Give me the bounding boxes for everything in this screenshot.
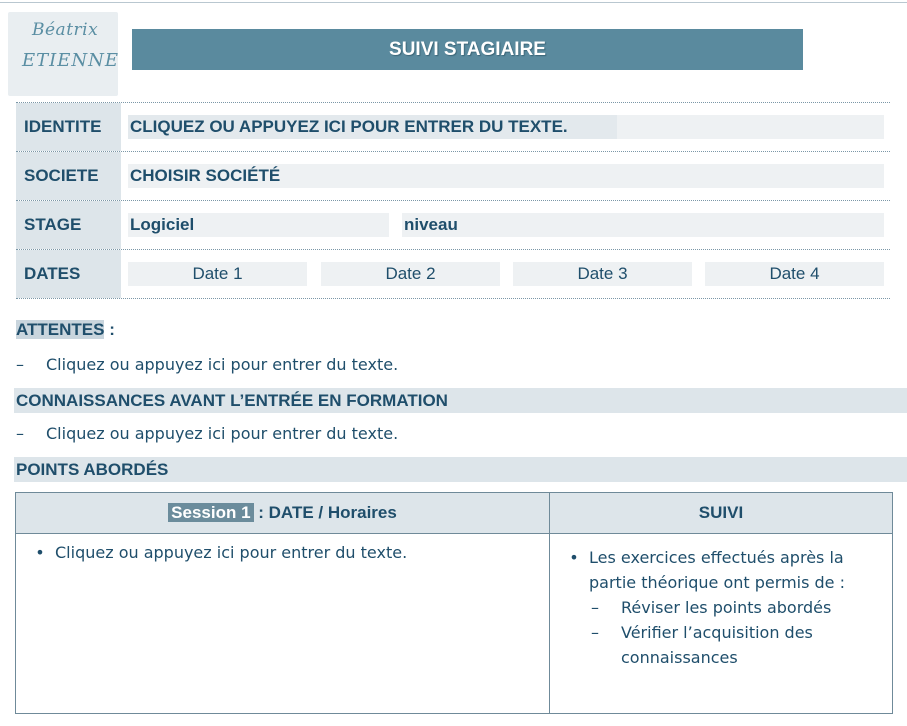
connaissances-item[interactable] <box>16 424 398 443</box>
bullet-marker: • <box>569 548 579 567</box>
session-table <box>15 492 893 714</box>
suivi-item-1: Réviser les points abordés <box>621 598 832 617</box>
attentes-text: Cliquez ou appuyez ici pour entrer du texte. <box>46 355 399 374</box>
stage-row <box>16 200 890 249</box>
identite-row <box>16 102 890 151</box>
session-body-row <box>16 534 893 714</box>
date-1-field[interactable]: Date 1 <box>128 262 307 286</box>
dash-marker: – <box>16 424 24 443</box>
stage-logiciel-select[interactable]: Logiciel <box>128 213 389 237</box>
list-item <box>559 620 881 670</box>
dash-marker: – <box>591 598 599 617</box>
stage-label: STAGE <box>16 201 121 249</box>
connaissances-text: Cliquez ou appuyez ici pour entrer du texte. <box>46 424 399 443</box>
dates-row <box>16 249 890 299</box>
bullet-marker: • <box>35 543 45 562</box>
top-rule <box>0 2 907 3</box>
dash-marker: – <box>591 623 599 642</box>
list-item <box>559 545 881 595</box>
date-4-field[interactable]: Date 4 <box>705 262 884 286</box>
list-item <box>17 535 548 562</box>
session-label: Session 1 <box>168 503 253 522</box>
session-header <box>16 493 550 534</box>
session-date-label: DATE / Horaires <box>268 503 397 522</box>
dates-label: DATES <box>16 250 121 298</box>
attentes-suffix: : <box>104 320 115 339</box>
attentes-label: ATTENTES <box>16 320 105 339</box>
session-sep: : <box>253 503 269 522</box>
identity-table <box>16 102 890 299</box>
page-title: SUIVI STAGIAIRE <box>132 29 803 70</box>
session-points-text: Cliquez ou appuyez ici pour entrer du texte. <box>55 543 408 562</box>
suivi-header: SUIVI <box>550 493 893 534</box>
logo <box>8 12 118 96</box>
connaissances-heading: CONNAISSANCES AVANT L’ENTRÉE EN FORMATION <box>14 388 907 413</box>
suivi-intro: Les exercices effectués après la partie théorique ont permis de : <box>589 548 845 592</box>
points-heading: POINTS ABORDÉS <box>14 457 907 482</box>
societe-label: SOCIETE <box>16 152 121 200</box>
identite-label: IDENTITE <box>16 103 121 151</box>
logo-line1: Béatrix <box>32 20 99 40</box>
attentes-item[interactable] <box>16 355 398 374</box>
session-header-row <box>16 493 893 534</box>
societe-select[interactable]: CHOISIR SOCIÉTÉ <box>128 164 884 188</box>
logo-line2: ETIENNE <box>22 50 120 71</box>
suivi-list <box>551 535 891 670</box>
societe-row <box>16 151 890 200</box>
stage-niveau-select[interactable]: niveau <box>402 213 884 237</box>
suivi-cell[interactable] <box>550 534 893 714</box>
identite-input[interactable]: CLIQUEZ OU APPUYEZ ICI POUR ENTRER DU TEXTE. <box>128 115 617 139</box>
session-points-cell[interactable] <box>16 534 550 714</box>
attentes-heading <box>14 317 115 342</box>
suivi-item-2: Vérifier l’acquisition des connaissances <box>621 623 813 667</box>
date-3-field[interactable]: Date 3 <box>513 262 692 286</box>
date-2-field[interactable]: Date 2 <box>321 262 500 286</box>
dash-marker: – <box>16 355 24 374</box>
list-item <box>559 595 881 620</box>
